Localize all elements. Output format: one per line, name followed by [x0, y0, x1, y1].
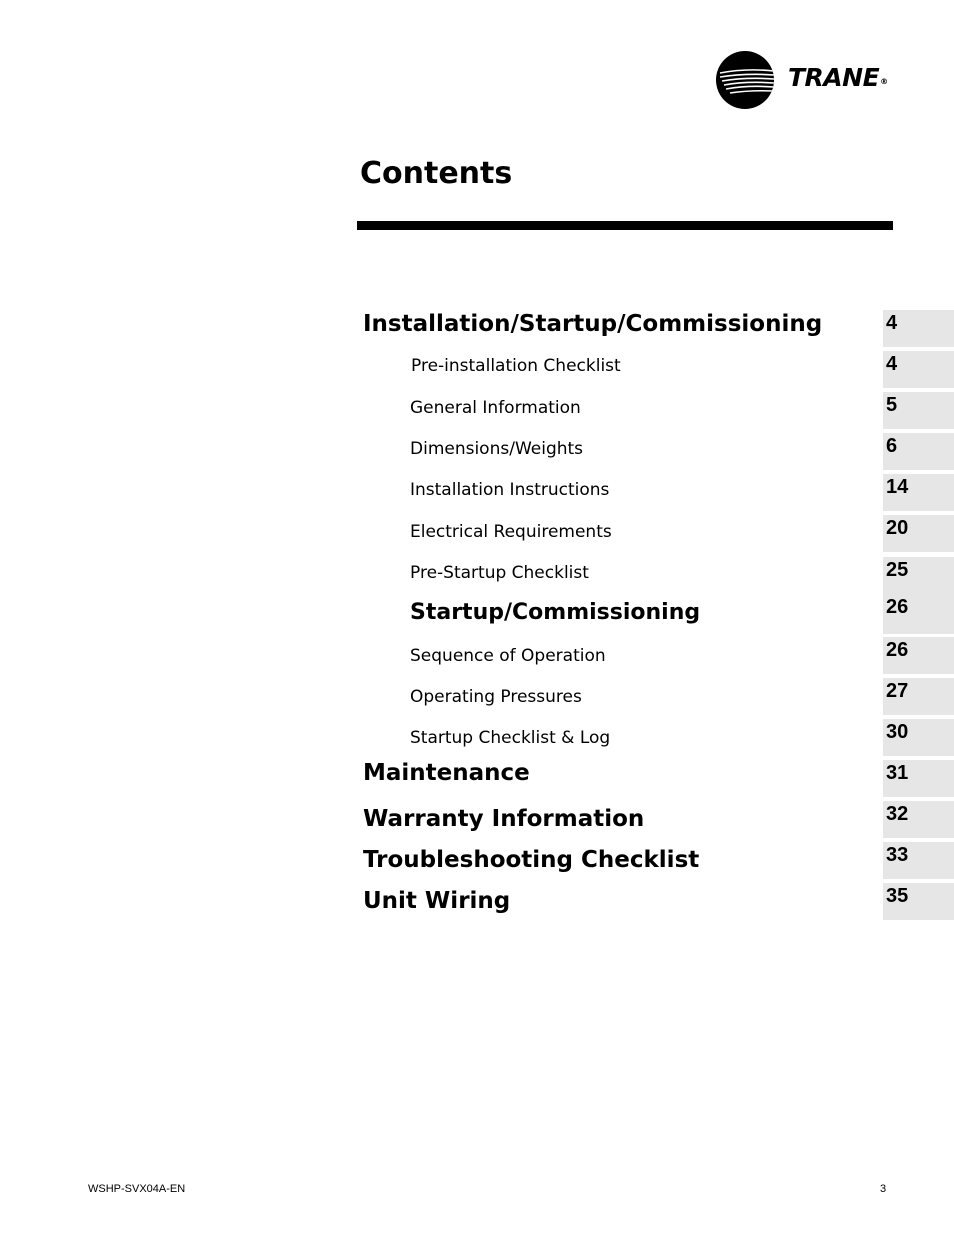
toc-page-number[interactable]: 6 [883, 433, 954, 470]
toc-entry-label[interactable]: Startup Checklist & Log [410, 728, 611, 748]
toc-entry-label[interactable]: General Information [410, 398, 581, 418]
toc-entry-label[interactable]: Startup/Commissioning [410, 600, 701, 625]
toc-page-number[interactable]: 35 [883, 883, 954, 920]
toc-entry-label[interactable]: Operating Pressures [410, 687, 582, 707]
toc-entry-label[interactable]: Installation Instructions [410, 480, 610, 500]
toc-entry-label[interactable]: Warranty Information [363, 806, 645, 832]
toc-entry-label[interactable]: Installation/Startup/Commissioning [363, 311, 823, 337]
trane-circle-logo-icon [716, 51, 774, 109]
toc-page-number[interactable]: 26 [883, 637, 954, 674]
toc-page-number[interactable]: 30 [883, 719, 954, 756]
trane-wordmark: TRANE® [788, 63, 888, 92]
toc-page-number[interactable]: 33 [883, 842, 954, 879]
toc-entry-label[interactable]: Troubleshooting Checklist [363, 847, 700, 873]
toc-entry-label[interactable]: Pre-Startup Checklist [410, 563, 589, 583]
page-title: Contents [360, 156, 513, 191]
toc-entry-label[interactable]: Pre-installation Checklist [411, 356, 621, 376]
toc-entry-label[interactable]: Dimensions/Weights [410, 439, 584, 459]
footer-page-number: 3 [880, 1183, 887, 1195]
toc-entry-label[interactable]: Sequence of Operation [410, 646, 606, 666]
toc-page-number[interactable]: 5 [883, 392, 954, 429]
toc-entry-label[interactable]: Unit Wiring [363, 888, 511, 914]
toc-page-number[interactable]: 32 [883, 801, 954, 838]
toc-page-number[interactable]: 27 [883, 678, 954, 715]
registered-mark: ® [880, 77, 888, 86]
toc-page-number[interactable]: 26 [883, 594, 954, 634]
toc-page-number[interactable]: 31 [883, 760, 954, 797]
toc-page-number[interactable]: 4 [883, 310, 954, 347]
toc-entry-label[interactable]: Maintenance [363, 760, 530, 786]
title-rule [357, 221, 893, 230]
toc-page-number[interactable]: 4 [883, 351, 954, 388]
toc-page-number[interactable]: 25 [883, 557, 954, 594]
toc-page-number[interactable]: 20 [883, 515, 954, 552]
toc-entry-label[interactable]: Electrical Requirements [410, 522, 612, 542]
footer-doc-id: WSHP-SVX04A-EN [88, 1183, 186, 1195]
toc-page-number[interactable]: 14 [883, 474, 954, 511]
